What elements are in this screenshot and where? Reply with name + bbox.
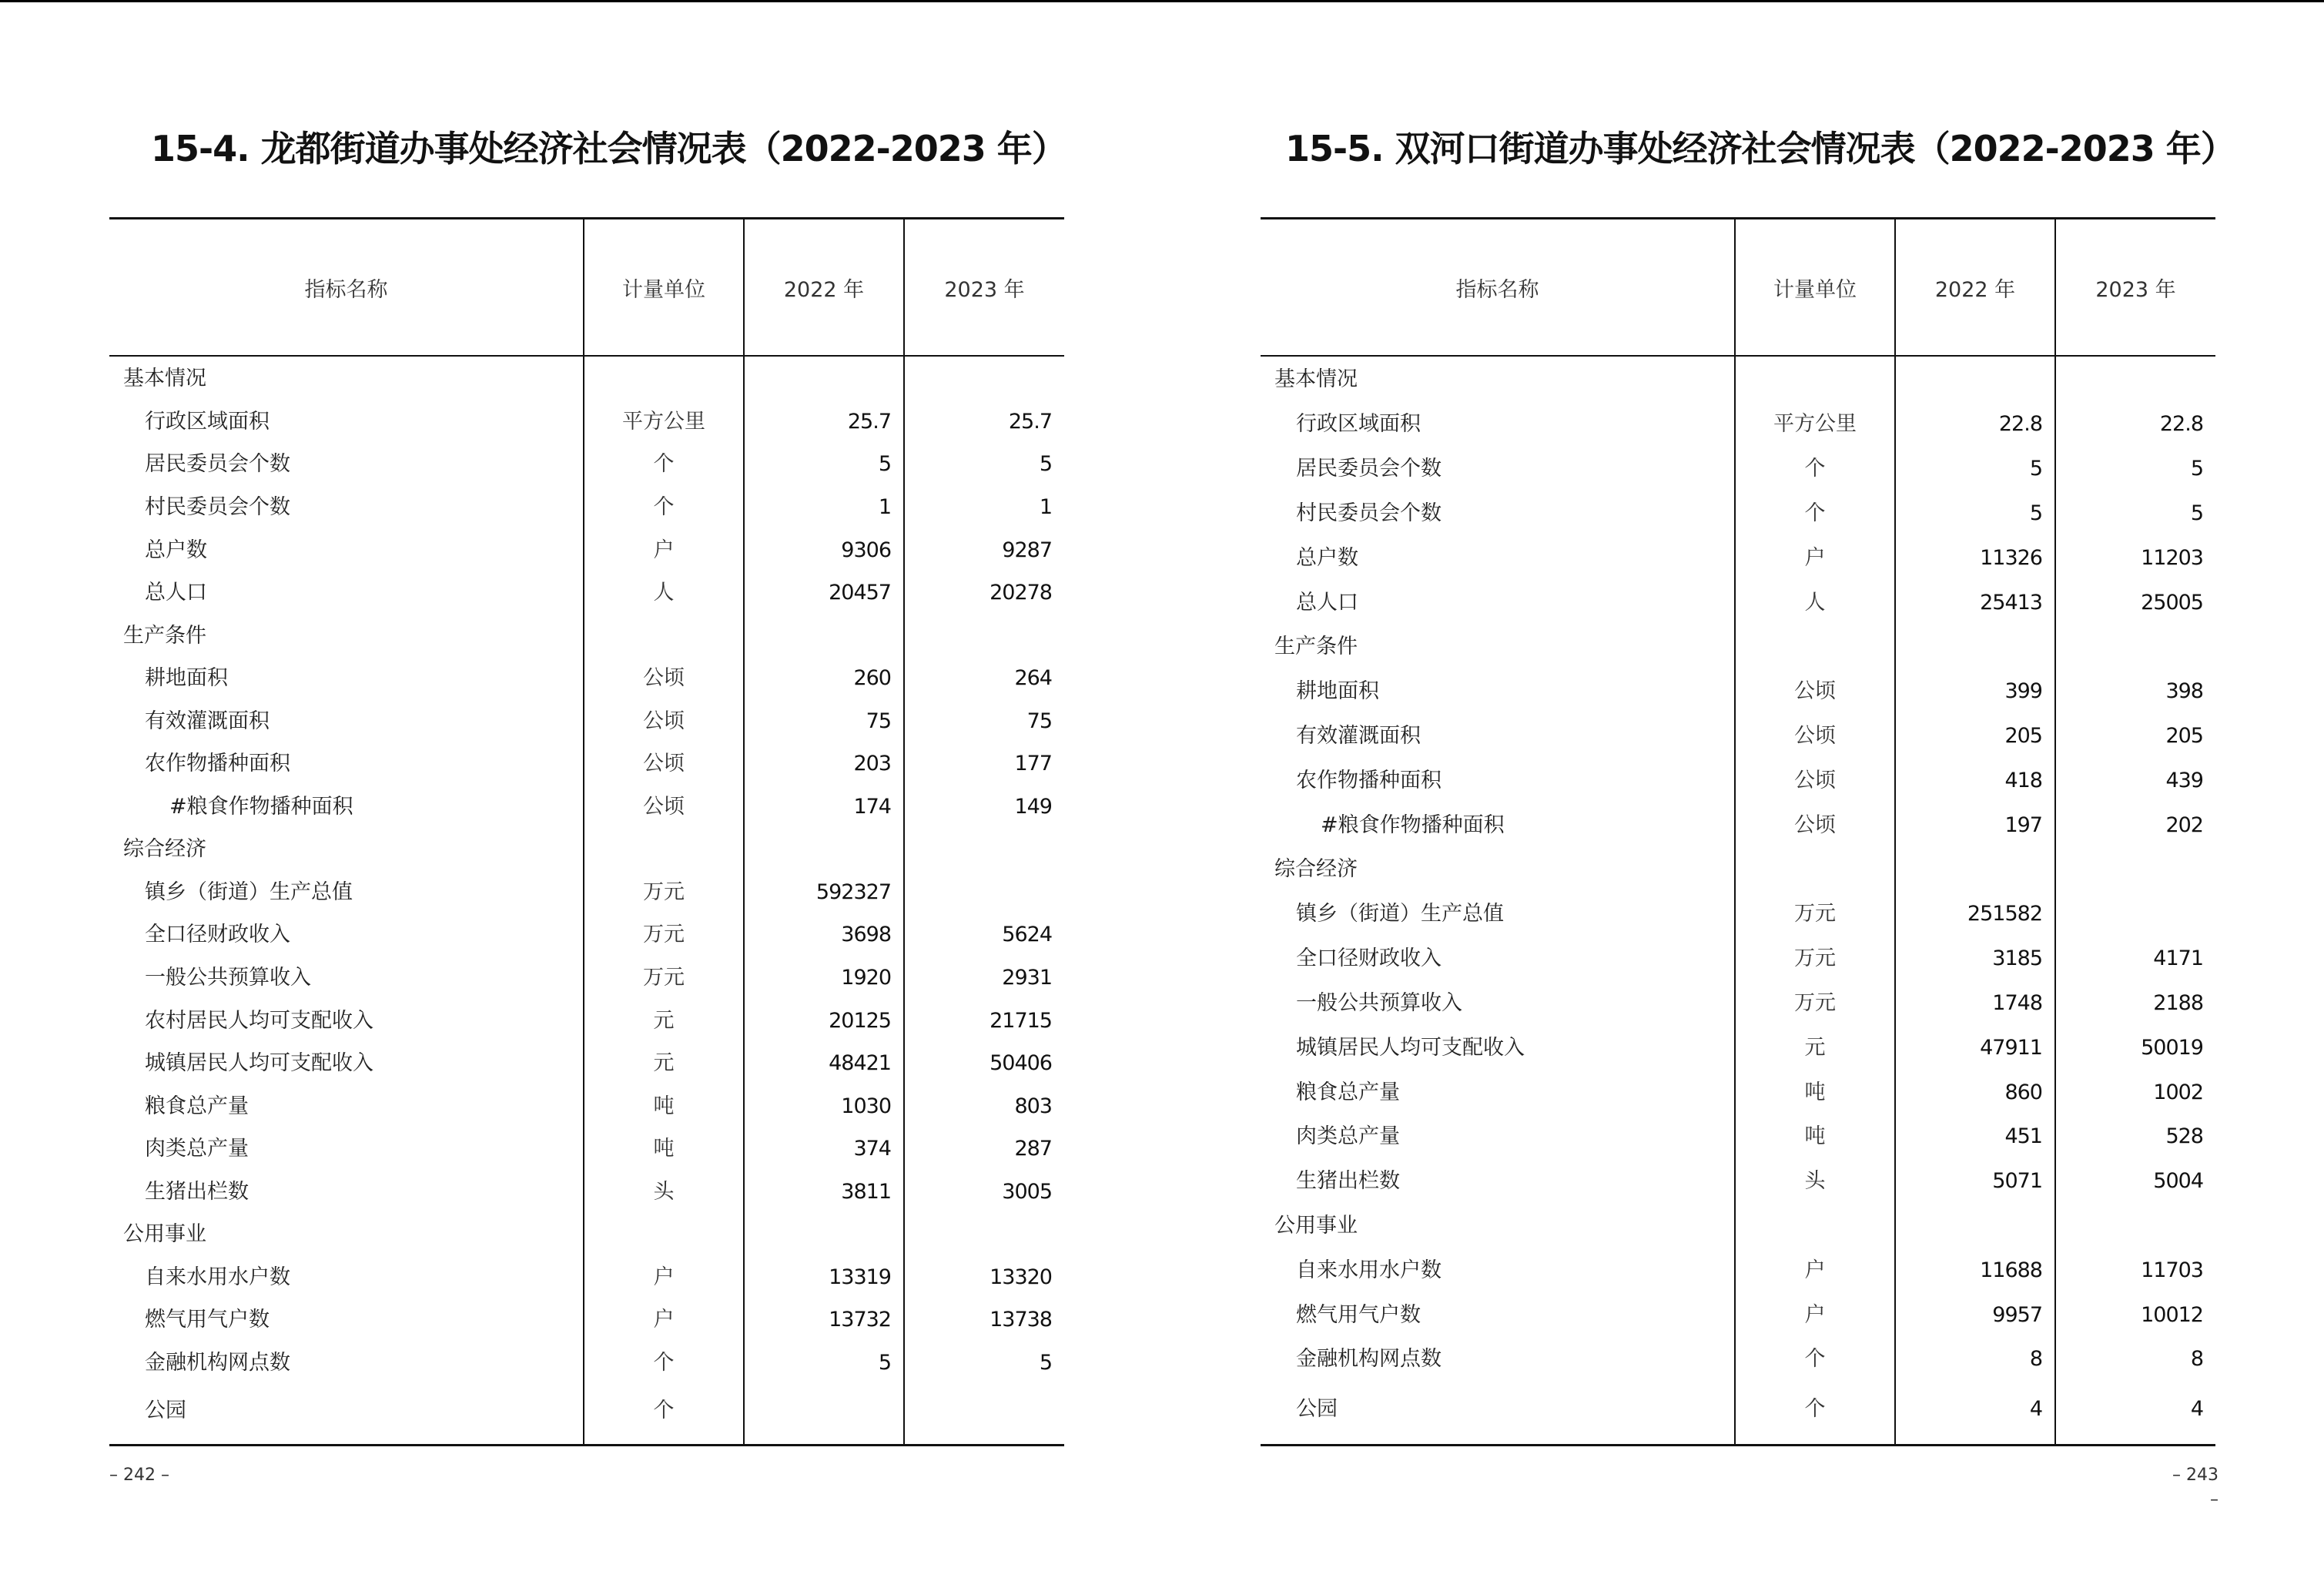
unit-cell: 个 [584, 443, 744, 486]
unit-cell: 户 [1735, 535, 1895, 580]
indicator-name-cell: 生猪出栏数 [145, 1179, 249, 1204]
value-2022-cell [744, 828, 904, 871]
value-2023-cell [904, 871, 1064, 914]
section-row [1261, 625, 2215, 669]
unit-cell: 公顷 [584, 786, 744, 829]
value-2022-cell: 22.8 [1895, 402, 2055, 447]
value-2022-cell: 25.7 [744, 400, 904, 444]
indicator-name-cell: 燃气用气户数 [145, 1308, 270, 1332]
indicator-name-cell: 村民委员会个数 [1296, 501, 1442, 525]
header-year-2022: 2022 年 [744, 219, 904, 357]
value-2023-cell [2055, 847, 2215, 892]
table-row [109, 571, 1064, 615]
indicator-name-cell: 综合经济 [1274, 857, 1358, 882]
indicator-name-cell: 粮食总产量 [145, 1094, 249, 1118]
section-row [1261, 1204, 2215, 1248]
value-2022-cell: 5 [744, 1342, 904, 1385]
table-row [1261, 1337, 2215, 1382]
table-header-row [1261, 219, 2215, 357]
indicator-name-cell: 有效灌溉面积 [1296, 724, 1421, 749]
unit-cell: 个 [584, 486, 744, 529]
value-2022-cell: 4 [1895, 1382, 2055, 1446]
value-2022-cell [744, 1384, 904, 1445]
unit-cell [584, 356, 744, 400]
value-2023-cell [904, 356, 1064, 400]
value-2023-cell: 9287 [904, 528, 1064, 571]
indicator-name-cell: 镇乡（街道）生产总值 [1296, 902, 1504, 926]
unit-cell: 公顷 [1735, 802, 1895, 847]
indicator-name-cell: 一般公共预算收入 [1296, 990, 1462, 1015]
value-2022-cell: 13732 [744, 1298, 904, 1342]
value-2022-cell [744, 614, 904, 657]
value-2023-cell: 25.7 [904, 400, 1064, 444]
unit-cell [584, 614, 744, 657]
unit-cell: 公顷 [584, 742, 744, 786]
value-2023-cell [904, 1213, 1064, 1256]
unit-cell: 平方公里 [1735, 402, 1895, 447]
unit-cell [584, 1213, 744, 1256]
value-2023-cell [2055, 356, 2215, 402]
value-2023-cell: 25005 [2055, 580, 2215, 625]
value-2023-cell: 439 [2055, 758, 2215, 802]
indicator-name-cell: 基本情况 [123, 366, 206, 390]
unit-cell: 户 [1735, 1292, 1895, 1337]
value-2022-cell: 47911 [1895, 1025, 2055, 1070]
unit-cell: 吨 [1735, 1114, 1895, 1159]
header-unit: 计量单位 [1735, 219, 1895, 357]
indicator-name-cell: 生产条件 [123, 623, 206, 648]
value-2022-cell: 860 [1895, 1070, 2055, 1114]
right-page [1162, 0, 2324, 1588]
indicator-name-cell: 粮食总产量 [1296, 1080, 1400, 1104]
unit-cell [1735, 1204, 1895, 1248]
unit-cell: 平方公里 [584, 400, 744, 444]
header-indicator-name: 指标名称 [109, 219, 584, 357]
value-2022-cell: 5071 [1895, 1159, 2055, 1204]
section-row [109, 828, 1064, 871]
value-2023-cell: 5 [904, 1342, 1064, 1385]
table-header-row [109, 219, 1064, 357]
value-2022-cell: 260 [744, 657, 904, 700]
value-2022-cell: 5 [1895, 447, 2055, 491]
value-2022-cell: 3811 [744, 1170, 904, 1213]
value-2022-cell: 251582 [1895, 892, 2055, 936]
indicator-name-cell: 总人口 [145, 581, 207, 605]
indicator-name-cell: 行政区域面积 [145, 409, 270, 434]
table-row [1261, 402, 2215, 447]
unit-cell: 个 [1735, 447, 1895, 491]
unit-cell: 户 [584, 1298, 744, 1342]
table-row [1261, 714, 2215, 759]
indicator-name-cell: 自来水用水户数 [145, 1265, 290, 1289]
value-2023-cell: 5 [904, 443, 1064, 486]
indicator-name-cell: 公园 [1296, 1396, 1338, 1421]
unit-cell: 个 [1735, 1382, 1895, 1446]
indicator-name-cell: 居民委员会个数 [145, 452, 290, 477]
indicator-name-cell: 全口径财政收入 [145, 923, 290, 947]
unit-cell: 户 [584, 1256, 744, 1299]
unit-cell: 个 [1735, 491, 1895, 536]
value-2022-cell: 3185 [1895, 936, 2055, 981]
unit-cell: 头 [1735, 1159, 1895, 1204]
value-2022-cell: 20457 [744, 571, 904, 615]
table-row [109, 871, 1064, 914]
unit-cell: 万元 [1735, 936, 1895, 981]
value-2023-cell: 264 [904, 657, 1064, 700]
indicator-name-cell: 农作物播种面积 [145, 752, 290, 776]
unit-cell: 万元 [584, 913, 744, 956]
indicator-name-cell: 综合经济 [123, 837, 206, 862]
table-row [1261, 580, 2215, 625]
value-2023-cell: 75 [904, 699, 1064, 742]
value-2022-cell [1895, 625, 2055, 669]
unit-cell: 人 [584, 571, 744, 615]
unit-cell [584, 828, 744, 871]
indicator-name-cell: 农作物播种面积 [1296, 768, 1442, 792]
table-title: 15-5. 双河口街道办事处经济社会情况表（2022-2023 年） [1285, 128, 2235, 169]
indicator-name-cell: 一般公共预算收入 [145, 965, 311, 990]
indicator-name-cell: #粮食作物播种面积 [1321, 812, 1505, 837]
table-row [109, 1042, 1064, 1085]
unit-cell [1735, 625, 1895, 669]
value-2023-cell: 8 [2055, 1337, 2215, 1382]
table-row [1261, 1070, 2215, 1114]
value-2022-cell: 5 [744, 443, 904, 486]
value-2023-cell: 20278 [904, 571, 1064, 615]
value-2022-cell: 5 [1895, 491, 2055, 536]
table-row [1261, 1025, 2215, 1070]
table-row [1261, 981, 2215, 1026]
table-row [1261, 1292, 2215, 1337]
indicator-name-cell: 总户数 [1296, 545, 1358, 570]
indicator-name-cell: 城镇居民人均可支配收入 [145, 1051, 373, 1076]
value-2022-cell: 25413 [1895, 580, 2055, 625]
value-2023-cell: 21715 [904, 999, 1064, 1042]
table-row [109, 786, 1064, 829]
table-row [1261, 1159, 2215, 1204]
value-2023-cell: 22.8 [2055, 402, 2215, 447]
indicator-name-cell: 总户数 [145, 538, 207, 562]
indicator-name-cell: 肉类总产量 [1296, 1124, 1400, 1149]
section-row [109, 1213, 1064, 1256]
indicator-name-cell: 耕地面积 [145, 666, 228, 691]
value-2023-cell: 3005 [904, 1170, 1064, 1213]
value-2023-cell [904, 828, 1064, 871]
value-2022-cell: 399 [1895, 669, 2055, 714]
table-row [109, 913, 1064, 956]
table-title: 15-4. 龙都街道办事处经济社会情况表（2022-2023 年） [151, 128, 1067, 169]
header-year-2023: 2023 年 [904, 219, 1064, 357]
table-row [1261, 892, 2215, 936]
table-row [109, 528, 1064, 571]
value-2022-cell: 75 [744, 699, 904, 742]
indicator-name-cell: 居民委员会个数 [1296, 457, 1442, 481]
value-2023-cell: 13320 [904, 1256, 1064, 1299]
table-row [109, 400, 1064, 444]
indicator-name-cell: 自来水用水户数 [1296, 1258, 1442, 1282]
unit-cell: 吨 [584, 1084, 744, 1127]
value-2023-cell: 2188 [2055, 981, 2215, 1026]
table-row [1261, 802, 2215, 847]
value-2023-cell: 11703 [2055, 1248, 2215, 1292]
unit-cell: 公顷 [1735, 758, 1895, 802]
value-2023-cell: 5004 [2055, 1159, 2215, 1204]
value-2023-cell: 202 [2055, 802, 2215, 847]
value-2022-cell: 9957 [1895, 1292, 2055, 1337]
table-row [109, 1127, 1064, 1171]
value-2023-cell: 2931 [904, 956, 1064, 1000]
value-2022-cell: 9306 [744, 528, 904, 571]
indicator-name-cell: 公园 [145, 1398, 186, 1422]
table-row [109, 1384, 1064, 1445]
value-2023-cell [904, 1384, 1064, 1445]
unit-cell: 个 [584, 1384, 744, 1445]
value-2023-cell: 13738 [904, 1298, 1064, 1342]
unit-cell: 吨 [1735, 1070, 1895, 1114]
indicator-name-cell: 总人口 [1296, 590, 1358, 615]
table-row [1261, 1248, 2215, 1292]
indicator-name-cell: 生猪出栏数 [1296, 1169, 1400, 1194]
table-row [1261, 1114, 2215, 1159]
unit-cell: 公顷 [1735, 714, 1895, 759]
value-2022-cell: 11688 [1895, 1248, 2055, 1292]
indicator-name-cell: 基本情况 [1274, 367, 1358, 391]
value-2022-cell [744, 1213, 904, 1256]
table-row [1261, 1382, 2215, 1446]
value-2023-cell: 1 [904, 486, 1064, 529]
indicator-name-cell: 金融机构网点数 [145, 1350, 290, 1375]
indicator-name-cell: 金融机构网点数 [1296, 1347, 1442, 1372]
header-unit: 计量单位 [584, 219, 744, 357]
indicator-name-cell: 生产条件 [1274, 635, 1358, 659]
stats-table [1261, 217, 2215, 1446]
table-row [1261, 669, 2215, 714]
table-row [109, 486, 1064, 529]
indicator-name-cell: 行政区域面积 [1296, 412, 1421, 437]
value-2022-cell: 1920 [744, 956, 904, 1000]
value-2022-cell: 418 [1895, 758, 2055, 802]
table-row [109, 1084, 1064, 1127]
unit-cell: 元 [584, 1042, 744, 1085]
value-2023-cell: 50019 [2055, 1025, 2215, 1070]
table-row [1261, 447, 2215, 491]
unit-cell: 元 [1735, 1025, 1895, 1070]
value-2023-cell: 149 [904, 786, 1064, 829]
page-number: – 243 – [2172, 1466, 2219, 1509]
value-2022-cell: 197 [1895, 802, 2055, 847]
indicator-name-cell: 有效灌溉面积 [145, 709, 270, 733]
table-row [1261, 535, 2215, 580]
value-2022-cell [744, 356, 904, 400]
indicator-name-cell: 全口径财政收入 [1296, 946, 1442, 971]
indicator-name-cell: 公用事业 [123, 1222, 206, 1247]
indicator-name-cell: 燃气用气户数 [1296, 1302, 1421, 1327]
value-2022-cell [1895, 356, 2055, 402]
section-row [109, 356, 1064, 400]
header-indicator-name: 指标名称 [1261, 219, 1735, 357]
table-row [1261, 491, 2215, 536]
table-row [109, 742, 1064, 786]
indicator-name-cell: 耕地面积 [1296, 679, 1379, 704]
section-row [109, 614, 1064, 657]
value-2023-cell: 177 [904, 742, 1064, 786]
value-2023-cell [2055, 1204, 2215, 1248]
page-number: – 242 – [109, 1466, 169, 1485]
unit-cell [1735, 356, 1895, 402]
value-2022-cell: 203 [744, 742, 904, 786]
indicator-name-cell: 村民委员会个数 [145, 494, 290, 519]
value-2022-cell: 374 [744, 1127, 904, 1171]
unit-cell: 元 [584, 999, 744, 1042]
indicator-name-cell: 镇乡（街道）生产总值 [145, 879, 353, 904]
value-2023-cell: 5624 [904, 913, 1064, 956]
value-2022-cell: 1748 [1895, 981, 2055, 1026]
table-row [109, 443, 1064, 486]
value-2022-cell: 1030 [744, 1084, 904, 1127]
value-2023-cell: 5 [2055, 447, 2215, 491]
table-row [1261, 758, 2215, 802]
table-row [1261, 936, 2215, 981]
value-2022-cell: 8 [1895, 1337, 2055, 1382]
unit-cell: 万元 [584, 956, 744, 1000]
indicator-name-cell: #粮食作物播种面积 [169, 794, 353, 819]
value-2023-cell: 287 [904, 1127, 1064, 1171]
unit-cell: 万元 [584, 871, 744, 914]
unit-cell: 个 [584, 1342, 744, 1385]
value-2022-cell: 451 [1895, 1114, 2055, 1159]
indicator-name-cell: 公用事业 [1274, 1213, 1358, 1238]
unit-cell: 公顷 [584, 657, 744, 700]
value-2023-cell: 50406 [904, 1042, 1064, 1085]
table-row [109, 657, 1064, 700]
table-row [109, 956, 1064, 1000]
table-row [109, 1256, 1064, 1299]
value-2023-cell: 205 [2055, 714, 2215, 759]
section-row [1261, 847, 2215, 892]
value-2023-cell: 398 [2055, 669, 2215, 714]
value-2023-cell: 803 [904, 1084, 1064, 1127]
table-row [109, 1298, 1064, 1342]
value-2023-cell: 11203 [2055, 535, 2215, 580]
table-row [109, 1342, 1064, 1385]
unit-cell: 万元 [1735, 981, 1895, 1026]
value-2023-cell: 4171 [2055, 936, 2215, 981]
value-2022-cell: 13319 [744, 1256, 904, 1299]
value-2022-cell: 174 [744, 786, 904, 829]
value-2022-cell [1895, 1204, 2055, 1248]
value-2022-cell [1895, 847, 2055, 892]
value-2023-cell: 10012 [2055, 1292, 2215, 1337]
stats-table [109, 217, 1064, 1446]
value-2023-cell: 5 [2055, 491, 2215, 536]
unit-cell: 户 [1735, 1248, 1895, 1292]
value-2023-cell [2055, 625, 2215, 669]
unit-cell: 吨 [584, 1127, 744, 1171]
value-2023-cell: 4 [2055, 1382, 2215, 1446]
stats-table-container [109, 217, 1064, 1446]
unit-cell: 公顷 [1735, 669, 1895, 714]
section-row [1261, 356, 2215, 402]
value-2022-cell: 592327 [744, 871, 904, 914]
value-2023-cell [904, 614, 1064, 657]
table-body [109, 356, 1064, 1446]
unit-cell: 公顷 [584, 699, 744, 742]
table-body [1261, 356, 2215, 1446]
table-row [109, 1170, 1064, 1213]
value-2023-cell [2055, 892, 2215, 936]
value-2022-cell: 11326 [1895, 535, 2055, 580]
indicator-name-cell: 农村居民人均可支配收入 [145, 1008, 373, 1033]
indicator-name-cell: 城镇居民人均可支配收入 [1296, 1035, 1525, 1060]
table-row [109, 699, 1064, 742]
header-year-2023: 2023 年 [2055, 219, 2215, 357]
value-2022-cell: 1 [744, 486, 904, 529]
unit-cell: 户 [584, 528, 744, 571]
value-2022-cell: 48421 [744, 1042, 904, 1085]
value-2022-cell: 20125 [744, 999, 904, 1042]
header-year-2022: 2022 年 [1895, 219, 2055, 357]
value-2023-cell: 1002 [2055, 1070, 2215, 1114]
value-2022-cell: 205 [1895, 714, 2055, 759]
value-2022-cell: 3698 [744, 913, 904, 956]
unit-cell: 个 [1735, 1337, 1895, 1382]
table-row [109, 999, 1064, 1042]
unit-cell [1735, 847, 1895, 892]
value-2023-cell: 528 [2055, 1114, 2215, 1159]
unit-cell: 万元 [1735, 892, 1895, 936]
unit-cell: 人 [1735, 580, 1895, 625]
indicator-name-cell: 肉类总产量 [145, 1137, 249, 1161]
unit-cell: 头 [584, 1170, 744, 1213]
stats-table-container [1261, 217, 2215, 1446]
